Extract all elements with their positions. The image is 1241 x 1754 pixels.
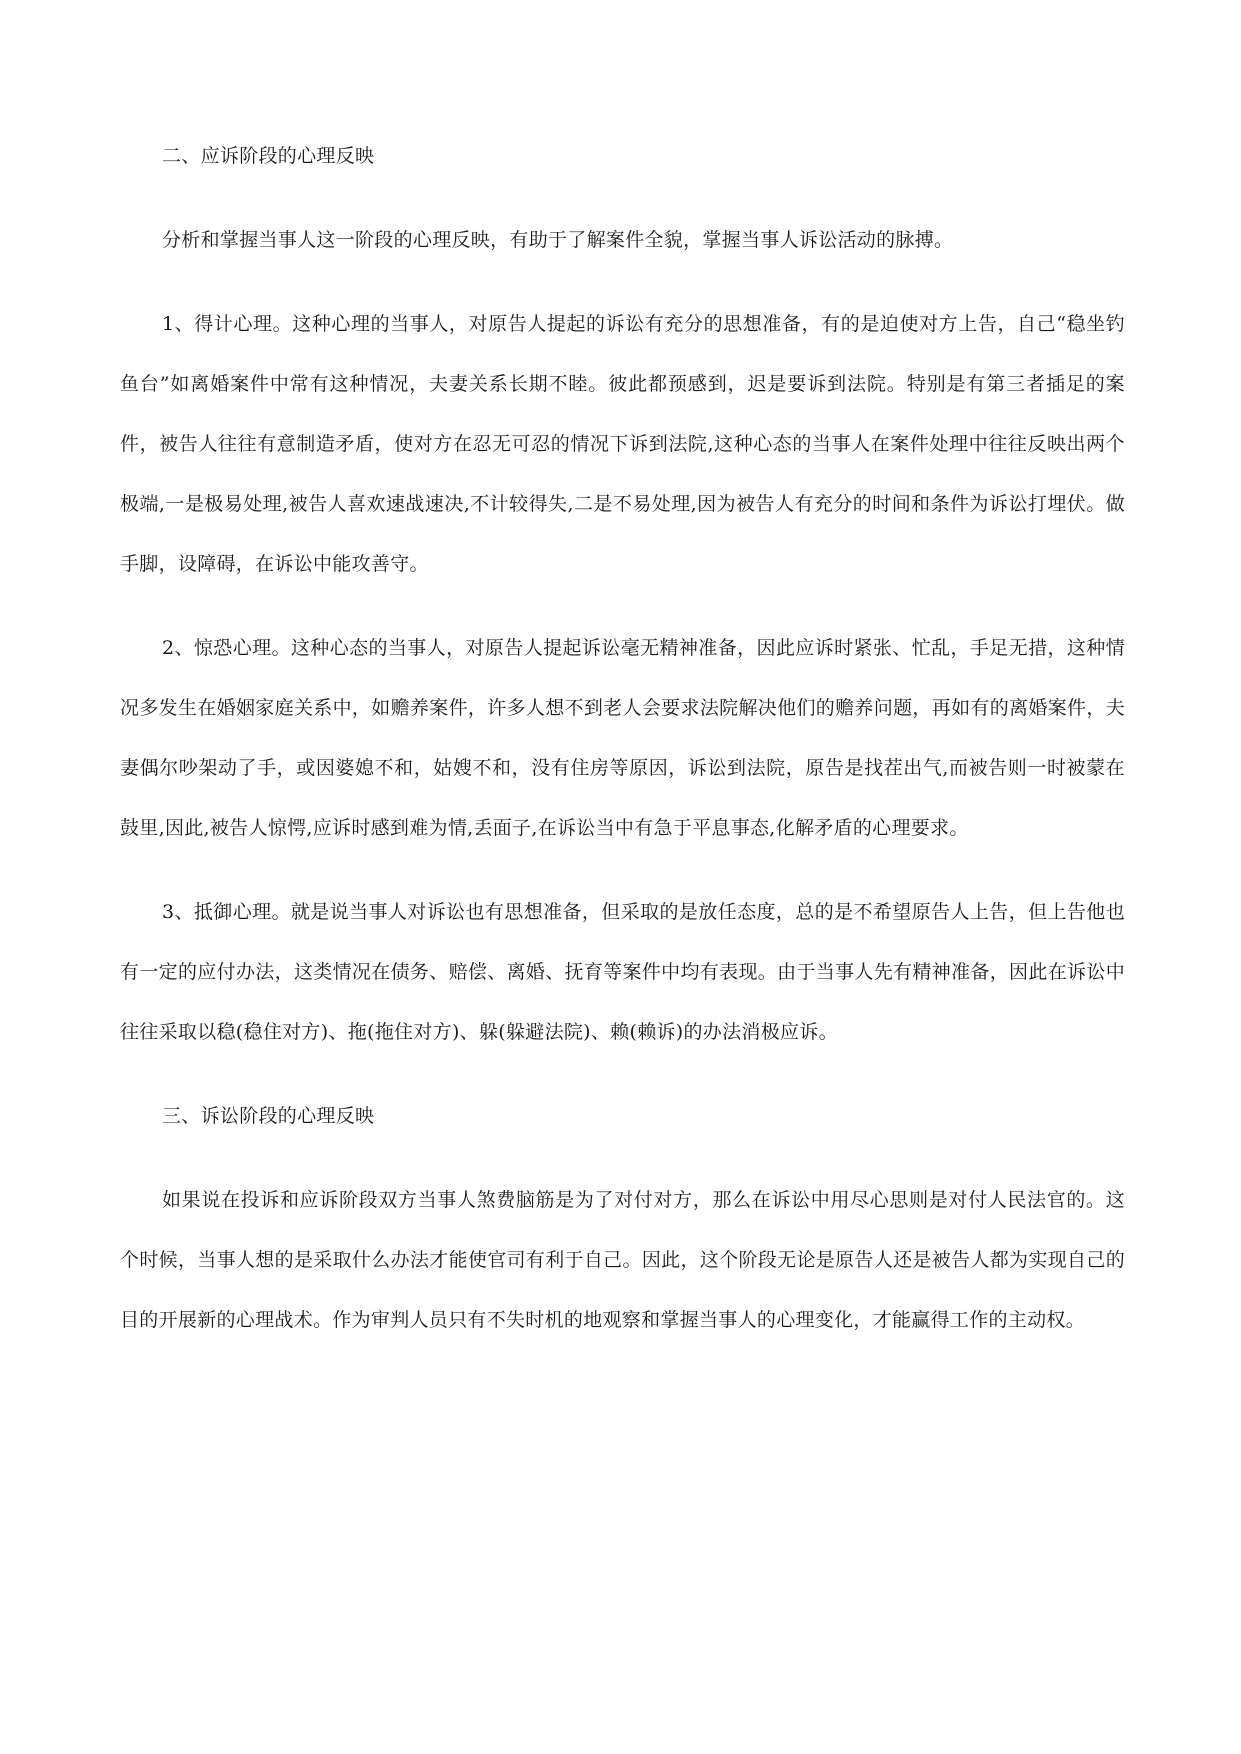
item-2-paragraph: 2、惊恐心理。这种心态的当事人，对原告人提起诉讼毫无精神准备，因此应诉时紧张、忙乱，手足无措，这种情况多发生在婚姻家庭关系中，如赡养案件，许多人想不到老人会要求法院解决他们的赡养问题，再如有的离婚案件，夫妻偶尔吵架动了手，或因婆媳不和，姑嫂不和，没有住房等原因，诉讼到法院，原告是找茬出气,而被告则一时被蒙在鼓里,因此,被告人惊愕,应诉时感到难为情,丢面子,在诉讼当中有急于平息事态,化解矛盾的心理要求。 <box>120 637 1125 839</box>
section-2-intro-paragraph: 分析和掌握当事人这一阶段的心理反映，有助于了解案件全貌，掌握当事人诉讼活动的脉搏。 <box>162 229 954 251</box>
item-1-paragraph: 1、得计心理。这种心理的当事人，对原告人提起的诉讼有充分的思想准备，有的是迫使对方上告，自己“稳坐钓鱼台”如离婚案件中常有这种情况，夫妻关系长期不睦。彼此都预感到，迟是要诉到法院。特别是有第三者插足的案件，被告人往往有意制造矛盾，使对方在忍无可忍的情况下诉到法院,这种心态的当事人在案件处理中往往反映出两个极端,一是极易处理,被告人喜欢速战速决,不计较得失,二是不易处理,因为被告人有充分的时间和条件为诉讼打埋伏。做手脚，设障碍，在诉讼中能攻善守。 <box>120 313 1125 575</box>
section-3-heading: 三、诉讼阶段的心理反映 <box>162 1105 375 1127</box>
section-3-body-paragraph: 如果说在投诉和应诉阶段双方当事人煞费脑筋是为了对付对方，那么在诉讼中用尽心思则是对付人民法官的。这个时候，当事人想的是采取什么办法才能使官司有利于自己。因此，这个阶段无论是原告人还是被告人都为实现自己的目的开展新的心理战术。作为审判人员只有不失时机的地观察和掌握当事人的心理变化，才能赢得工作的主动权。 <box>120 1189 1125 1331</box>
item-3-paragraph: 3、抵御心理。就是说当事人对诉讼也有思想准备，但采取的是放任态度，总的是不希望原告人上告，但上告他也有一定的应付办法，这类情况在债务、赔偿、离婚、抚育等案件中均有表现。由于当事人先有精神准备，因此在诉讼中往往采取以稳(稳住对方)、拖(拖住对方)、躲(躲避法院)、赖(赖诉)的办法消极应诉。 <box>120 901 1125 1043</box>
section-2-heading: 二、应诉阶段的心理反映 <box>162 145 375 167</box>
document-body <box>120 126 1125 1374</box>
